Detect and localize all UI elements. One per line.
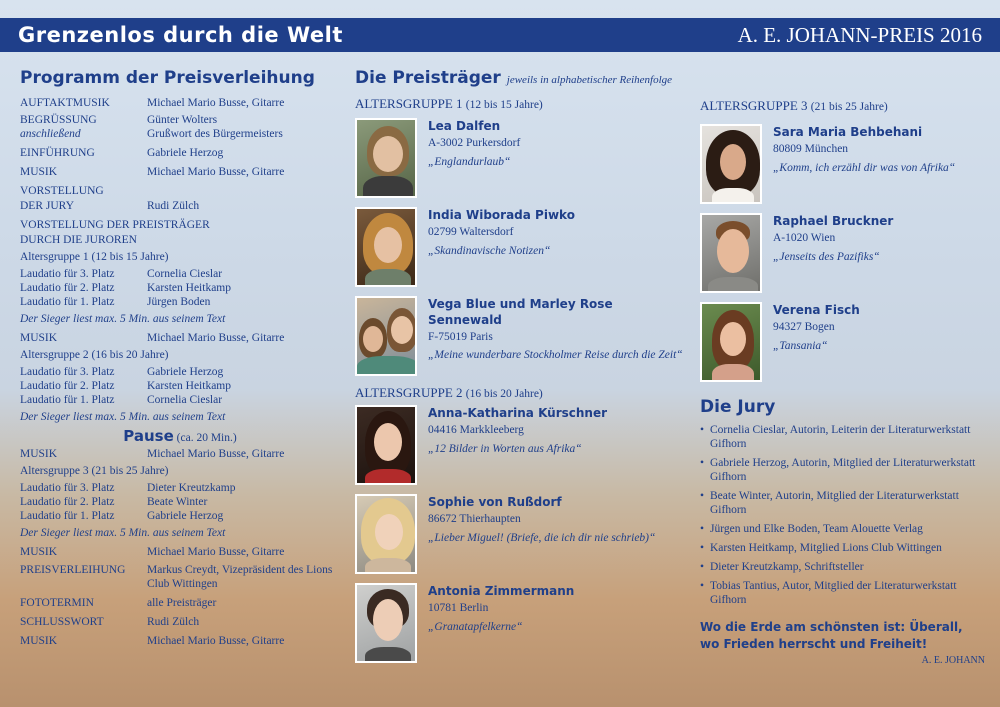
program-line: DURCH DIE JUROREN <box>20 234 137 246</box>
winner-title: „Tansania“ <box>773 340 828 352</box>
closing-quote: Wo die Erde am schönsten ist: Überall, wo Frieden herrscht und Freiheit! <box>700 620 963 651</box>
winner-name: Sophie von Rußdorf <box>428 495 562 509</box>
winner-card <box>355 494 685 575</box>
agegroup-3-and-jury <box>700 98 985 666</box>
prize-title: A. E. JOHANN-PREIS 2016 <box>737 22 982 47</box>
program-row: MUSIK Michael Mario Busse, Gitarre <box>20 635 285 647</box>
winner-card <box>355 405 685 486</box>
portrait-photo <box>355 405 417 485</box>
jury-heading: Die Jury <box>700 397 776 417</box>
program-heading: Programm der Preisverleihung <box>20 68 315 88</box>
jury-member: • Beate Winter, Autorin, Mitglied der Literaturwerkstatt Gifhorn <box>700 489 985 517</box>
program-row: Laudatio für 1. Platz Gabriele Herzog <box>20 510 224 522</box>
program-row: PREISVERLEIHUNG Markus Creydt, Vizepräsident des Lions Club Wittingen <box>20 564 333 590</box>
program-row: anschließend Grußwort des Bürgermeisters <box>20 128 283 140</box>
program-section <box>20 68 340 651</box>
portrait-photo <box>700 213 762 293</box>
program-row: MUSIK Michael Mario Busse, Gitarre <box>20 448 285 460</box>
jury-section <box>700 397 985 666</box>
winner-name: Anna-Katharina Kürschner <box>428 406 608 420</box>
winner-place: 04416 Markkleeberg <box>428 424 524 436</box>
portrait-photo <box>355 207 417 287</box>
winner-name: Antonia Zimmermann <box>428 584 575 598</box>
jury-list <box>700 423 985 607</box>
winner-place: A-3002 Purkersdorf <box>428 137 521 149</box>
program-row: MUSIK Michael Mario Busse, Gitarre <box>20 546 285 558</box>
winner-note: Der Sieger liest max. 5 Min. aus seinem Text <box>20 411 226 423</box>
jury-member: • Tobias Tantius, Autor, Mitglied der Literaturwerkstatt Gifhorn <box>700 579 985 607</box>
program-row: Laudatio für 2. Platz Karsten Heitkamp <box>20 380 231 392</box>
program-row: Laudatio für 2. Platz Karsten Heitkamp <box>20 282 231 294</box>
winner-place: 10781 Berlin <box>428 602 489 614</box>
agegroup-1-label: ALTERSGRUPPE 1 (12 bis 15 Jahre) <box>355 96 543 111</box>
winner-title: „Jenseits des Pazifiks“ <box>773 251 880 263</box>
program-row: VORSTELLUNG <box>20 185 104 197</box>
winner-card <box>355 118 685 199</box>
winner-title: „Granatapfelkerne“ <box>428 621 523 633</box>
portrait-photo <box>355 494 417 574</box>
winner-place: 94327 Bogen <box>773 321 835 333</box>
group1-label: Altersgruppe 1 (12 bis 15 Jahre) <box>20 251 169 263</box>
program-row: DER JURY Rudi Zülch <box>20 200 200 212</box>
program-row: EINFÜHRUNG Gabriele Herzog <box>20 147 224 159</box>
header-band <box>0 18 1000 52</box>
program-line: VORSTELLUNG DER PREISTRÄGER <box>20 219 210 231</box>
winner-place: 80809 München <box>773 143 849 155</box>
winner-name: Sara Maria Behbehani <box>773 125 923 139</box>
winner-place: F-75019 Paris <box>428 331 493 343</box>
winners-heading: Die Preisträger <box>355 68 501 88</box>
portrait-photo <box>700 302 762 382</box>
winner-place: 02799 Waltersdorf <box>428 226 514 238</box>
winner-note: Der Sieger liest max. 5 Min. aus seinem Text <box>20 527 226 539</box>
winner-title: „Skandinavische Notizen“ <box>428 245 551 257</box>
winners-section <box>355 68 685 672</box>
quote-signature: A. E. JOHANN <box>921 655 985 666</box>
winner-title: „Englandurlaub“ <box>428 156 511 168</box>
header-title: Grenzenlos durch die Welt <box>18 23 343 47</box>
program-row: Laudatio für 3. Platz Dieter Kreutzkamp <box>20 482 236 494</box>
portrait-photo <box>700 124 762 204</box>
jury-member: • Jürgen und Elke Boden, Team Alouette Verlag <box>700 522 985 536</box>
portrait-photo <box>355 583 417 663</box>
agegroup-2-label: ALTERSGRUPPE 2 (16 bis 20 Jahre) <box>355 385 543 400</box>
program-row: BEGRÜSSUNG Günter Wolters <box>20 114 218 126</box>
winner-title: „Komm, ich erzähl dir was von Afrika“ <box>773 162 956 174</box>
winner-title: „12 Bilder in Worten aus Afrika“ <box>428 443 582 455</box>
winner-title: „Lieber Miguel! (Briefe, die ich dir nie schrieb)“ <box>428 532 656 544</box>
pause-line: Pause (ca. 20 Min.) <box>123 427 237 445</box>
winner-place: A-1020 Wien <box>773 232 836 244</box>
program-row: MUSIK Michael Mario Busse, Gitarre <box>20 332 285 344</box>
program-row: Laudatio für 2. Platz Beate Winter <box>20 496 208 508</box>
jury-member: • Cornelia Cieslar, Autorin, Leiterin der Literaturwerkstatt Gifhorn <box>700 423 985 451</box>
winner-card <box>355 296 685 377</box>
winner-title: „Meine wunderbare Stockholmer Reise durch die Zeit“ <box>428 349 683 361</box>
winner-card <box>700 213 985 294</box>
portrait-photo <box>355 118 417 198</box>
winner-name: India Wiborada Piwko <box>428 208 575 222</box>
winner-place: 86672 Thierhaupten <box>428 513 521 525</box>
program-row: Laudatio für 1. Platz Jürgen Boden <box>20 296 211 308</box>
winner-name: Verena Fisch <box>773 303 860 317</box>
winner-card <box>700 302 985 383</box>
winner-name: Lea Dalfen <box>428 119 501 133</box>
winner-card <box>355 583 685 664</box>
winner-note: Der Sieger liest max. 5 Min. aus seinem Text <box>20 313 226 325</box>
group2-label: Altersgruppe 2 (16 bis 20 Jahre) <box>20 349 169 361</box>
program-row: Laudatio für 1. Platz Cornelia Cieslar <box>20 394 223 406</box>
winner-name: Vega Blue und Marley Rose Sennewald <box>428 297 613 327</box>
jury-member: • Karsten Heitkamp, Mitglied Lions Club Wittingen <box>700 541 985 555</box>
winner-card <box>700 124 985 205</box>
program-row: Laudatio für 3. Platz Gabriele Herzog <box>20 366 224 378</box>
program-row: Laudatio für 3. Platz Cornelia Cieslar <box>20 268 223 280</box>
jury-member: • Gabriele Herzog, Autorin, Mitglied der Literaturwerkstatt Gifhorn <box>700 456 985 484</box>
program-row: MUSIK Michael Mario Busse, Gitarre <box>20 166 285 178</box>
winner-card <box>355 207 685 288</box>
program-row: SCHLUSSWORT Rudi Zülch <box>20 616 200 628</box>
group3-label: Altersgruppe 3 (21 bis 25 Jahre) <box>20 465 169 477</box>
winner-name: Raphael Bruckner <box>773 214 894 228</box>
agegroup-3-label: ALTERSGRUPPE 3 (21 bis 25 Jahre) <box>700 98 888 113</box>
jury-member: • Dieter Kreutzkamp, Schriftsteller <box>700 560 985 574</box>
portrait-photo <box>355 296 417 376</box>
program-row: AUFTAKTMUSIK Michael Mario Busse, Gitarre <box>20 97 285 109</box>
winners-subheading: jeweils in alphabetischer Reihenfolge <box>506 74 673 86</box>
program-row: FOTOTERMIN alle Preisträger <box>20 597 217 609</box>
